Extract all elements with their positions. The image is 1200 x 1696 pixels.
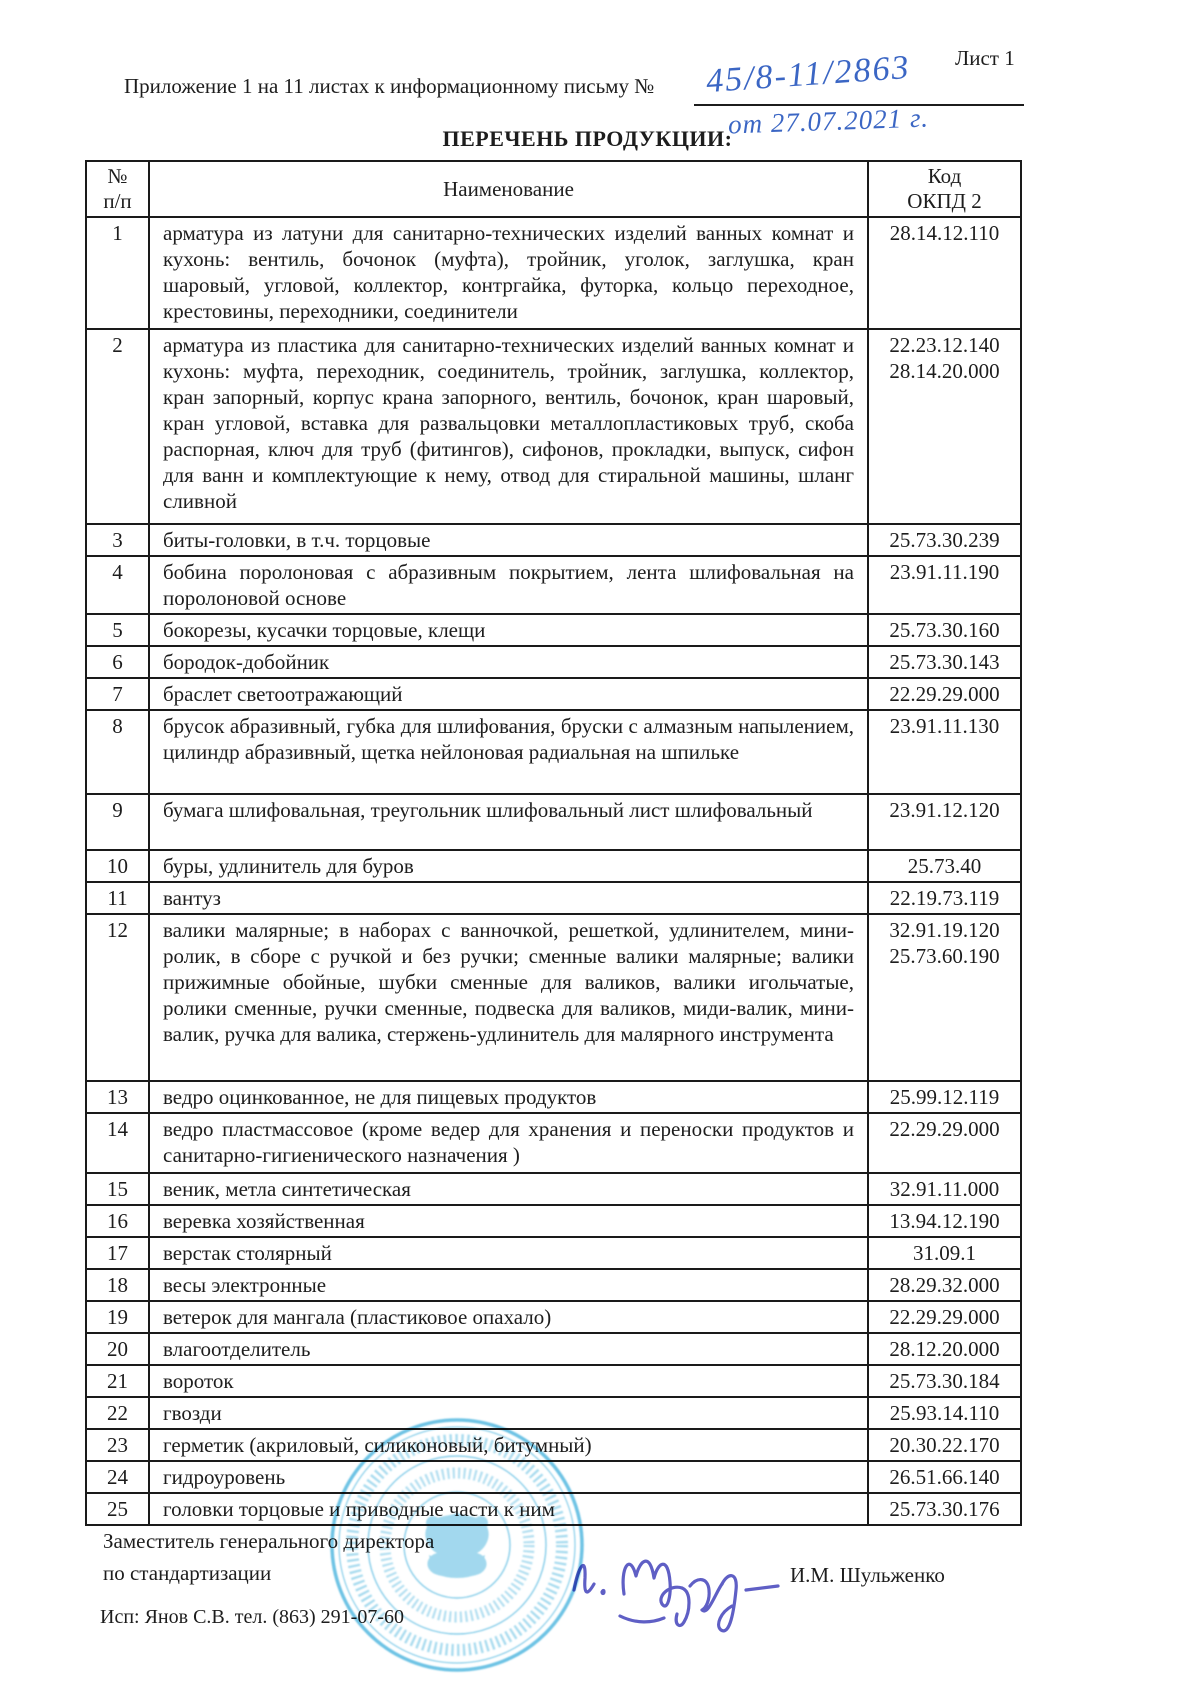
appendix-reference-line: Приложение 1 на 11 листах к информационному письму №	[124, 74, 655, 98]
row-code-cell	[868, 1493, 1021, 1525]
row-code-cell	[868, 882, 1021, 914]
row-code-cell	[868, 1461, 1021, 1493]
okpd-code: 28.14.20.000	[889, 359, 1000, 383]
header-code-line2: ОКПД 2	[907, 189, 982, 213]
okpd-code: 25.73.30.143	[889, 650, 1000, 674]
row-name-cell: ведро оцинкованное, не для пищевых продуктов	[149, 1081, 868, 1113]
row-code-cell	[868, 1081, 1021, 1113]
okpd-code: 28.12.20.000	[889, 1337, 1000, 1361]
handwritten-letter-number: 45/8-11/2863	[704, 48, 912, 101]
okpd-code: 32.91.11.000	[889, 1177, 1000, 1201]
handwritten-letter-date: от 27.07.2021 г.	[727, 102, 930, 140]
row-name-cell: весы электронные	[149, 1269, 868, 1301]
table-row	[86, 1237, 1021, 1269]
row-number-cell: 23	[86, 1429, 149, 1461]
table-row	[86, 1397, 1021, 1429]
header-code-line1: Код	[927, 164, 962, 188]
row-code-cell	[868, 329, 1021, 524]
header-name-column: Наименование	[149, 161, 868, 217]
okpd-code: 32.91.19.120	[889, 918, 1000, 942]
row-name-cell: веревка хозяйственная	[149, 1205, 868, 1237]
okpd-code: 25.73.30.160	[889, 618, 1000, 642]
signer-position-line1: Заместитель генерального директора	[103, 1529, 435, 1553]
row-code-cell	[868, 850, 1021, 882]
table-row	[86, 1173, 1021, 1205]
row-name-cell: арматура из латуни для санитарно-технических изделий ванных комнат и кухонь: вентиль, бочонок (муфта), тройник, уголок, заглушка, кран шаровый, угловой, коллектор, контргайка, футорка, кольцо переходное, крестовины, переходники, соединители	[149, 217, 868, 329]
sheet-number-label: Лист 1	[955, 46, 1015, 70]
product-table-header	[86, 161, 1021, 217]
row-number-cell: 3	[86, 524, 149, 556]
table-row	[86, 1429, 1021, 1461]
row-number-cell: 11	[86, 882, 149, 914]
signer-name: И.М. Шульженко	[790, 1563, 945, 1587]
header-code-column	[868, 161, 1021, 217]
table-row	[86, 850, 1021, 882]
okpd-code: 28.29.32.000	[889, 1273, 1000, 1297]
row-number-cell: 9	[86, 794, 149, 850]
row-name-cell: верстак столярный	[149, 1237, 868, 1269]
row-number-cell: 17	[86, 1237, 149, 1269]
header-number-line1: №	[107, 164, 128, 188]
row-name-cell: бобина поролоновая с абразивным покрытием, лента шлифовальная на поролоновой основе	[149, 556, 868, 614]
row-code-cell	[868, 1333, 1021, 1365]
okpd-code: 25.73.30.184	[889, 1369, 1000, 1393]
header-row	[86, 161, 1021, 217]
table-row	[86, 217, 1021, 329]
row-number-cell: 14	[86, 1113, 149, 1173]
okpd-code: 25.93.14.110	[889, 1401, 1000, 1425]
table-row	[86, 329, 1021, 524]
row-name-cell: головки торцовые и приводные части к ним	[149, 1493, 868, 1525]
table-row	[86, 794, 1021, 850]
row-number-cell: 15	[86, 1173, 149, 1205]
okpd-code: 22.29.29.000	[889, 1117, 1000, 1141]
table-row	[86, 1081, 1021, 1113]
row-code-cell	[868, 678, 1021, 710]
row-code-cell	[868, 1173, 1021, 1205]
row-name-cell: валики малярные; в наборах с ванночкой, решеткой, удлинителем, мини-ролик, в сборе с ручкой и без ручки; сменные валики малярные; валики прижимные обойные, шубки сменные для валиков, валики игольчатые, ролики сменные, ручки сменные, подвеска для валиков, миди-валик, мини-валик, ручка для валика, стержень-удлинитель для малярного инструмента	[149, 914, 868, 1081]
okpd-code: 23.91.11.130	[889, 714, 1000, 738]
okpd-code: 28.14.12.110	[889, 221, 1000, 245]
row-name-cell: гвозди	[149, 1397, 868, 1429]
row-name-cell: буры, удлинитель для буров	[149, 850, 868, 882]
signer-position-line2: по стандартизации	[103, 1561, 272, 1585]
row-number-cell: 20	[86, 1333, 149, 1365]
row-number-cell: 16	[86, 1205, 149, 1237]
table-row	[86, 914, 1021, 1081]
row-name-cell: браслет светоотражающий	[149, 678, 868, 710]
table-row	[86, 646, 1021, 678]
row-code-cell	[868, 524, 1021, 556]
okpd-code: 22.19.73.119	[889, 886, 1000, 910]
okpd-code: 22.29.29.000	[889, 1305, 1000, 1329]
table-row	[86, 1113, 1021, 1173]
row-name-cell: арматура из пластика для санитарно-технических изделий ванных комнат и кухонь: муфта, переходник, соединитель, тройник, заглушка, коллектор, кран запорный, корпус крана запорного, вентиль, бочонок, кран шаровый, кран угловой, вставка для развальцовки металлопластиковых труб, скоба распорная, ключ для труб (фитингов), сифонов, прокладки, выпуск, сифон для ванн и комплектующие к нему, отвод для стиральной машины, шланг сливной	[149, 329, 868, 524]
okpd-code: 20.30.22.170	[889, 1433, 1000, 1457]
row-code-cell	[868, 914, 1021, 1081]
row-code-cell	[868, 1365, 1021, 1397]
row-number-cell: 21	[86, 1365, 149, 1397]
row-code-cell	[868, 1397, 1021, 1429]
row-name-cell: бородок-добойник	[149, 646, 868, 678]
row-name-cell: веник, метла синтетическая	[149, 1173, 868, 1205]
row-code-cell	[868, 217, 1021, 329]
table-row	[86, 882, 1021, 914]
row-number-cell: 6	[86, 646, 149, 678]
table-row	[86, 556, 1021, 614]
row-number-cell: 5	[86, 614, 149, 646]
product-table-body	[86, 217, 1021, 1525]
okpd-code: 23.91.12.120	[889, 798, 1000, 822]
table-row	[86, 1461, 1021, 1493]
row-code-cell	[868, 1429, 1021, 1461]
okpd-code: 25.73.40	[907, 854, 982, 878]
row-number-cell: 24	[86, 1461, 149, 1493]
table-row	[86, 1269, 1021, 1301]
okpd-code: 25.73.30.176	[889, 1497, 1000, 1521]
row-code-cell	[868, 1301, 1021, 1333]
executor-contact-line: Исп: Янов С.В. тел. (863) 291-07-60	[100, 1606, 404, 1628]
row-number-cell: 13	[86, 1081, 149, 1113]
row-name-cell: ветерок для мангала (пластиковое опахало)	[149, 1301, 868, 1333]
row-number-cell: 12	[86, 914, 149, 1081]
table-row	[86, 1493, 1021, 1525]
table-row	[86, 1365, 1021, 1397]
table-row	[86, 1301, 1021, 1333]
row-name-cell: вороток	[149, 1365, 868, 1397]
table-row	[86, 678, 1021, 710]
row-name-cell: бокорезы, кусачки торцовые, клещи	[149, 614, 868, 646]
row-number-cell: 1	[86, 217, 149, 329]
header-number-column	[86, 161, 149, 217]
okpd-code: 25.73.30.239	[889, 528, 1000, 552]
row-code-cell	[868, 556, 1021, 614]
row-name-cell: биты-головки, в т.ч. торцовые	[149, 524, 868, 556]
table-row	[86, 1333, 1021, 1365]
table-row	[86, 614, 1021, 646]
signature	[558, 1528, 808, 1648]
okpd-code: 26.51.66.140	[889, 1465, 1000, 1489]
row-number-cell: 22	[86, 1397, 149, 1429]
header-number-line2: п/п	[103, 189, 132, 213]
row-name-cell: герметик (акриловый, силиконовый, битумный)	[149, 1429, 868, 1461]
okpd-code: 31.09.1	[913, 1241, 976, 1265]
row-name-cell: брусок абразивный, губка для шлифования, бруски с алмазным напылением, цилиндр абразивный, щетка нейлоновая радиальная на шпильке	[149, 710, 868, 794]
row-name-cell: бумага шлифовальная, треугольник шлифовальный лист шлифовальный	[149, 794, 868, 850]
row-name-cell: влагоотделитель	[149, 1333, 868, 1365]
row-code-cell	[868, 1113, 1021, 1173]
row-number-cell: 4	[86, 556, 149, 614]
row-number-cell: 19	[86, 1301, 149, 1333]
okpd-code: 25.73.60.190	[889, 944, 1000, 968]
row-code-cell	[868, 710, 1021, 794]
row-code-cell	[868, 1205, 1021, 1237]
table-row	[86, 524, 1021, 556]
row-number-cell: 8	[86, 710, 149, 794]
row-number-cell: 18	[86, 1269, 149, 1301]
document-title: ПЕРЕЧЕНЬ ПРОДУКЦИИ:	[442, 126, 733, 151]
row-code-cell	[868, 1237, 1021, 1269]
table-row	[86, 710, 1021, 794]
okpd-code: 22.29.29.000	[889, 682, 1000, 706]
okpd-code: 25.99.12.119	[889, 1085, 1000, 1109]
row-code-cell	[868, 646, 1021, 678]
row-code-cell	[868, 794, 1021, 850]
table-row	[86, 1205, 1021, 1237]
row-name-cell: ведро пластмассовое (кроме ведер для хранения и переноски продуктов и санитарно-гигиенического назначения )	[149, 1113, 868, 1173]
row-number-cell: 10	[86, 850, 149, 882]
okpd-code: 22.23.12.140	[889, 333, 1000, 357]
row-number-cell: 25	[86, 1493, 149, 1525]
okpd-code: 23.91.11.190	[889, 560, 1000, 584]
row-code-cell	[868, 1269, 1021, 1301]
okpd-code: 13.94.12.190	[889, 1209, 1000, 1233]
row-code-cell	[868, 614, 1021, 646]
row-number-cell: 2	[86, 329, 149, 524]
row-number-cell: 7	[86, 678, 149, 710]
product-table	[85, 160, 1022, 1526]
row-name-cell: гидроуровень	[149, 1461, 868, 1493]
row-name-cell: вантуз	[149, 882, 868, 914]
